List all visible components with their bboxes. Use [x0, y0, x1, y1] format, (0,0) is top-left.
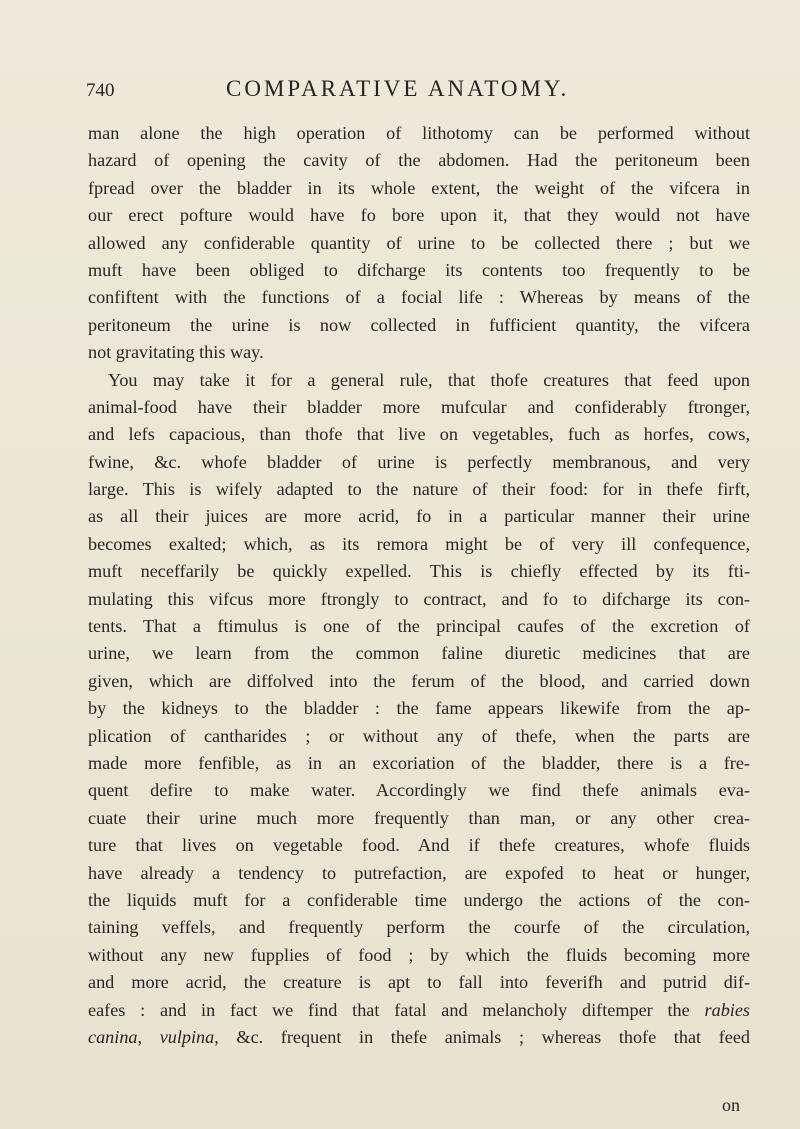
page-header	[86, 74, 746, 110]
text-line: muft neceffarily be quickly expelled. This is chiefly effected by its fti-	[88, 561, 750, 582]
text-line: You may take it for a general rule, that thofe creatures that feed upon	[108, 369, 750, 390]
text-line: tents. That a ftimulus is one of the principal caufes of the excretion of	[88, 616, 750, 637]
text-line: made more fenfible, as in an excoriation of the bladder, there is a fre-	[88, 752, 750, 773]
page-number: 740	[86, 80, 115, 101]
text-line: have already a tendency to putrefaction, are expofed to heat or hunger,	[88, 862, 750, 883]
catchword: on	[722, 1095, 740, 1115]
body-text	[88, 120, 750, 1051]
text-line: man alone the high operation of lithotomy can be performed without	[88, 123, 750, 143]
text-line: the liquids muft for a confiderable time undergo the actions of the con-	[88, 889, 750, 910]
text-line: as all their juices are more acrid, fo in a particular manner their urine	[88, 506, 750, 527]
text-line: plication of cantharides ; or without any of thefe, when the parts are	[88, 725, 750, 746]
text-line: becomes exalted; which, as its remora might be of very ill confequence,	[88, 533, 750, 554]
text-line: and more acrid, the creature is apt to fall into feverifh and putrid dif-	[88, 972, 750, 993]
text-line: our erect pofture would have fo bore upon it, that they would not have	[88, 205, 750, 226]
text-line: fpread over the bladder in its whole extent, the weight of the vifcera in	[88, 177, 750, 198]
text-line: cuate their urine much more frequently than man, or any other crea-	[88, 807, 750, 828]
text-line: urine, we learn from the common faline diuretic medicines that are	[88, 643, 750, 664]
text-line: confiftent with the functions of a focial life : Whereas by means of the	[88, 287, 750, 308]
text-line: mulating this vifcus more ftrongly to contract, and fo to difcharge its con-	[88, 588, 750, 609]
running-title: COMPARATIVE ANATOMY.	[226, 76, 570, 101]
text-line: given, which are diffolved into the ferum of the blood, and carried down	[88, 670, 750, 691]
text-line: allowed any confiderable quantity of urine to be collected there ; but we	[88, 232, 750, 253]
text-line: and lefs capacious, than thofe that live on vegetables, fuch as horfes, cows,	[88, 424, 750, 445]
text-line: large. This is wifely adapted to the nature of their food: for in thefe firft,	[88, 479, 750, 500]
text-line: quent defire to make water. Accordingly we find thefe animals eva-	[88, 780, 750, 801]
text-line: canina, vulpina, &c. frequent in thefe animals ; whereas thofe that feed	[88, 1026, 750, 1047]
text-line: peritoneum the urine is now collected in fufficient quantity, the vifcera	[88, 314, 750, 335]
text-line: by the kidneys to the bladder : the fame appears likewife from the ap-	[88, 698, 750, 719]
text-line: not gravitating this way.	[88, 342, 264, 363]
text-line: eafes : and in fact we find that fatal and melancholy diftemper the rabies	[88, 999, 750, 1020]
text-line: without any new fupplies of food ; by which the fluids becoming more	[88, 944, 750, 965]
text-line: ture that lives on vegetable food. And if thefe creatures, whofe fluids	[88, 835, 750, 856]
text-line: animal-food have their bladder more mufcular and confiderably ftronger,	[88, 396, 750, 417]
text-line: fwine, &c. whofe bladder of urine is perfectly membranous, and very	[88, 451, 750, 472]
text-line: taining veffels, and frequently perform the courfe of the circulation,	[88, 917, 750, 938]
text-line: muft have been obliged to difcharge its contents too frequently to be	[88, 259, 750, 280]
text-line: hazard of opening the cavity of the abdomen. Had the peritoneum been	[88, 150, 750, 171]
